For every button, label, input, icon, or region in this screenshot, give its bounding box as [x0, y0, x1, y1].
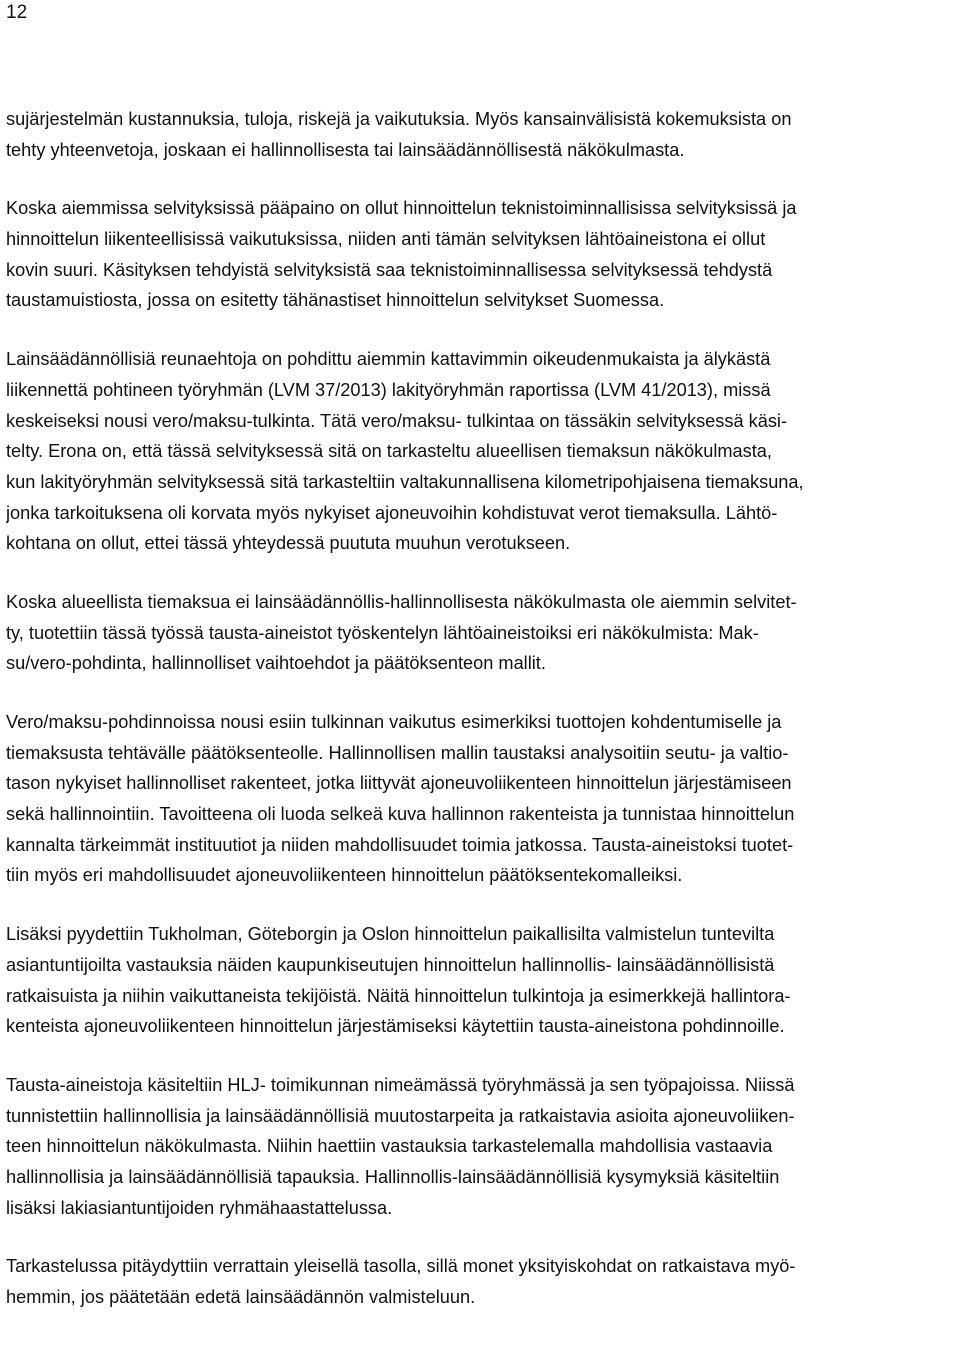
text-line: sekä hallinnointiin. Tavoitteena oli luoda selkeä kuva hallinnon rakenteista ja tunnistaa hinnoittelun: [6, 804, 795, 825]
text-line: taustamuistiosta, jossa on esitetty tähänastiset hinnoittelun selvitykset Suomessa.: [6, 290, 665, 311]
text-line: Koska alueellista tiemaksua ei lainsäädännöllis-hallinnollisesta näkökulmasta ole aiemmin selvitet-: [6, 591, 797, 612]
text-line: Tausta-aineistoja käsiteltiin HLJ- toimikunnan nimeämässä työryhmässä ja sen työpajoissa. Niissä: [6, 1074, 795, 1095]
text-line: tehty yhteenvetoja, joskaan ei hallinnollisesta tai lainsäädännöllisestä näkökulmasta.: [6, 139, 685, 160]
text-line: asiantuntijoilta vastauksia näiden kaupunkiseutujen hinnoittelun hallinnollis- lainsäädännöllisistä: [6, 954, 775, 975]
text-line: kenteista ajoneuvoliikenteen hinnoittelun järjestämiseksi käytettiin tausta-aineistona pohdinnoille.: [6, 1016, 785, 1037]
text-line: Lainsäädännöllisiä reunaehtoja on pohdittu aiemmin kattavimmin oikeudenmukaista ja älykästä: [6, 349, 771, 370]
text-line: lisäksi lakiasiantuntijoiden ryhmähaastattelussa.: [6, 1197, 393, 1218]
text-line: Koska aiemmissa selvityksissä pääpaino on ollut hinnoittelun teknistoiminnallisissa selvityksissä ja: [6, 198, 797, 219]
paragraph-1: [6, 104, 956, 165]
paragraph-5: [6, 707, 956, 891]
text-line: kovin suuri. Käsityksen tehdyistä selvityksistä saa teknistoiminnallisessa selvityksessä tehdystä: [6, 259, 773, 280]
text-line: liikennettä pohtineen työryhmän (LVM 37/2013) lakityöryhmän raportissa (LVM 41/2013), missä: [6, 379, 771, 400]
text-line: tason nykyiset hallinnolliset rakenteet, jotka liittyvät ajoneuvoliikenteen hinnoittelun järjestämiseen: [6, 773, 792, 794]
text-line: Lisäksi pyydettiin Tukholman, Göteborgin ja Oslon hinnoittelun paikallisilta valmistelun tuntevilta: [6, 924, 775, 945]
text-line: teen hinnoittelun näkökulmasta. Niihin haettiin vastauksia tarkastelemalla mahdollisia vastaavia: [6, 1136, 773, 1157]
paragraph-6: [6, 919, 956, 1042]
paragraph-7: [6, 1070, 956, 1223]
text-line: jonka tarkoituksena oli korvata myös nykyiset ajoneuvoihin kohdistuvat verot tiemaksulla. Lähtö-: [6, 502, 778, 523]
text-line: tiin myös eri mahdollisuudet ajoneuvoliikenteen hinnoittelun päätöksentekomalleiksi.: [6, 865, 683, 886]
text-line: kannalta tärkeimmät instituutiot ja niiden mahdollisuudet toimia jatkossa. Tausta-aineistoksi tuotet-: [6, 834, 794, 855]
paragraph-4: [6, 587, 956, 679]
text-line: ratkaisuista ja niihin vaikuttaneista tekijöistä. Näitä hinnoittelun tulkintoja ja esimerkkejä hallintora-: [6, 985, 791, 1006]
text-line: kohtana on ollut, ettei tässä yhteydessä puututa muuhun verotukseen.: [6, 533, 571, 554]
text-line: Vero/maksu-pohdinnoissa nousi esiin tulkinnan vaikutus esimerkiksi tuottojen kohdentumiselle ja: [6, 712, 782, 732]
paragraph-3: [6, 344, 956, 559]
text-line: kun lakityöryhmän selvityksessä sitä tarkasteltiin valtakunnallisena kilometripohjaisena tiemaksuna,: [6, 471, 804, 492]
text-line: keskeiseksi nousi vero/maksu-tulkinta. Tätä vero/maksu- tulkintaa on tässäkin selvityksessä käsi-: [6, 410, 788, 431]
text-line: hallinnollisia ja lainsäädännöllisiä tapauksia. Hallinnollis-lainsäädännöllisiä kysymyksiä käsiteltiin: [6, 1166, 780, 1187]
text-line: su/vero-pohdinta, hallinnolliset vaihtoehdot ja päätöksenteon mallit.: [6, 653, 546, 674]
text-line: tiemaksusta tehtävälle päätöksenteolle. Hallinnollisen mallin taustaksi analysoitiin seutu- ja valtio-: [6, 742, 789, 763]
paragraph-2: [6, 193, 956, 316]
paragraph-8: [6, 1251, 956, 1312]
text-line: sujärjestelmän kustannuksia, tuloja, riskejä ja vaikutuksia. Myös kansainvälisistä kokemuksista on: [6, 109, 792, 129]
document-body: [6, 104, 956, 1341]
text-line: Tarkastelussa pitäydyttiin verrattain yleisellä tasolla, sillä monet yksityiskohdat on ratkaistava myö-: [6, 1256, 796, 1277]
text-line: hinnoittelun liikenteellisissä vaikutuksissa, niiden anti tämän selvityksen lähtöaineistona ei ollut: [6, 229, 766, 250]
text-line: ty, tuotettiin tässä työssä tausta-aineistot työskentelyn lähtöaineistoiksi eri näkökulmista: Mak-: [6, 622, 759, 643]
page-number: 12: [6, 2, 28, 23]
text-line: hemmin, jos päätetään edetä lainsäädännön valmisteluun.: [6, 1287, 476, 1307]
text-line: telty. Erona on, että tässä selvityksessä sitä on tarkasteltu alueellisen tiemaksun näkökulmasta,: [6, 441, 772, 462]
text-line: tunnistettiin hallinnollisia ja lainsäädännöllisiä muutostarpeita ja ratkaistavia asioita ajoneuvoliiken-: [6, 1105, 795, 1126]
